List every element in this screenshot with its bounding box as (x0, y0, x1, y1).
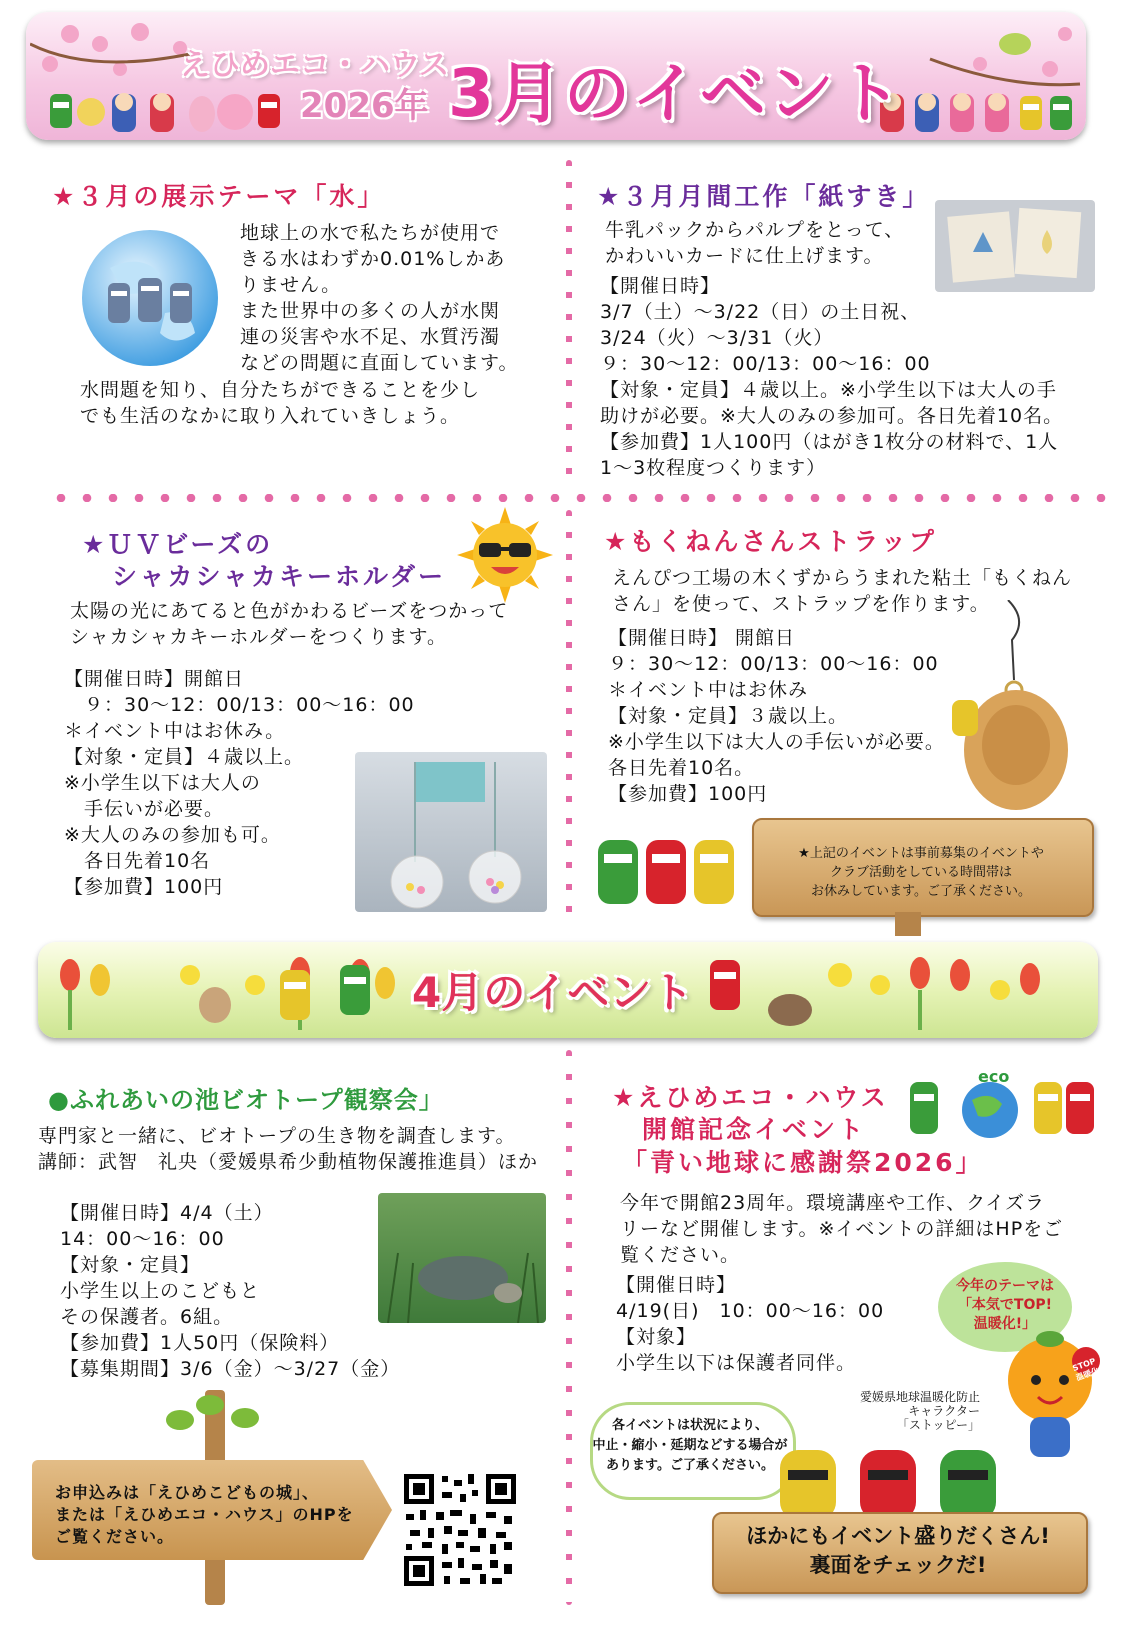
sun-icon (455, 505, 555, 605)
paper-line: かわいいカードに仕上げます。 (605, 245, 884, 267)
march-title: 3月のイベント (448, 55, 904, 132)
uv-line: 太陽の光にあてると色がかわるビーズをつかって (70, 600, 509, 622)
stoppy-caption-line: 「ストッピー」 (896, 1418, 981, 1432)
april-title: 4月のイベント (412, 968, 694, 1017)
earth-icon (80, 228, 220, 368)
notice-bubble-line: 中止・縮小・延期などする場合が (592, 1438, 788, 1453)
theme-line: 温暖化!」 (973, 1316, 1037, 1332)
uv-detail: 手伝いが必要。 (64, 798, 225, 820)
biotope-line: 講師：武智 礼央（愛媛県希少動植物保護推進員）ほか (38, 1151, 539, 1173)
divider-vertical-mid (566, 510, 572, 920)
stoppy-caption (860, 1390, 980, 1432)
apply-line: または「えひめエコ・ハウス」のHPを (55, 1505, 354, 1524)
biotope-line: 専門家と一緒に、ビオトープの生き物を調査します。 (38, 1125, 516, 1147)
vine-icon (160, 1390, 270, 1450)
mokunen-line: さん」を使って、ストラップを作ります。 (612, 593, 990, 615)
notice-line: ★上記のイベントは事前募集のイベントや (798, 846, 1044, 861)
mokunen-heading: ★もくねんさんストラップ (604, 527, 937, 556)
paper-details (600, 273, 1063, 481)
uv-intro (70, 598, 508, 650)
mokunen-line: えんぴつ工場の木くずからうまれた粘土「もくねん (612, 567, 1073, 589)
uv-detail: 【対象・定員】４歳以上。 (64, 746, 305, 768)
march-subtitle: えひめエコ・ハウス (180, 48, 450, 83)
uv-detail: ９：30～12：00/13：00～16：00 (64, 694, 415, 716)
water-line: りません。 (240, 274, 342, 296)
water-text-full (80, 377, 480, 429)
biotope-intro (38, 1123, 538, 1175)
paper-detail: 【対象・定員】４歳以上。※小学生以下は大人の手 (600, 379, 1057, 401)
mokunen-detail: ＊イベント中はお休み (608, 679, 809, 701)
apply-line: ご覧ください。 (55, 1527, 175, 1546)
anniv-line: 今年で開館23周年。環境講座や工作、クイズラ (620, 1192, 1046, 1214)
paper-line: 牛乳パックからパルプをとって、 (605, 219, 905, 241)
paper-detail: 【開催日時】 (600, 275, 721, 297)
anniv-heading-1: ★えひめエコ・ハウス (612, 1083, 889, 1112)
anniv-heading-2: 開館記念イベント (642, 1115, 867, 1144)
paper-heading: ★３月月間工作「紙すき」 (597, 182, 931, 211)
biotope-photo (378, 1193, 546, 1323)
notice-line: クラブ活動をしている時間帯は (829, 865, 1012, 880)
mokunen-detail: 【対象・定員】３歳以上。 (608, 705, 849, 727)
stoppy-caption-line: 愛媛県地球温暖化防止 (860, 1390, 981, 1404)
water-line: きる水はわずか0.01%しかあ (240, 248, 506, 270)
anniv-detail: 4/19(日) 10：00～16：00 (616, 1300, 885, 1322)
eco-label: eco (978, 1067, 1010, 1086)
biotope-detail: 【開催日時】4/4（土） (60, 1202, 274, 1224)
anniv-heading-3: 「青い地球に感謝祭2026」 (622, 1148, 984, 1177)
board-sign-text (712, 1522, 1084, 1580)
sign-post (895, 912, 921, 936)
biotope-details (60, 1200, 400, 1382)
mokunen-details (608, 625, 945, 807)
water-heading: ★３月の展示テーマ「水」 (52, 182, 386, 211)
notice-sign-text (752, 844, 1090, 901)
apply-sign-text (55, 1482, 354, 1548)
theme-line: 今年のテーマは (956, 1278, 1054, 1294)
anniv-details (616, 1272, 884, 1376)
water-line: 地球上の水で私たちが使用で (240, 222, 501, 244)
paper-detail: 3/7（土）～3/22（日）の土日祝、 (600, 301, 921, 323)
biotope-detail: 小学生以上のこどもと (60, 1280, 261, 1302)
anniv-detail: 【対象】 (616, 1326, 697, 1348)
uv-detail: ※大人のみの参加も可。 (64, 824, 281, 846)
notice-bubble-line: あります。ご了承ください。 (606, 1458, 774, 1473)
water-line: 水問題を知り、自分たちができることを少し (80, 379, 481, 401)
paper-detail: 3/24（火）～3/31（火） (600, 327, 834, 349)
biotope-heading: ●ふれあいの池ビオトープ観察会」 (48, 1086, 444, 1114)
paper-detail: 【参加費】1人100円（はがき1枚分の材料で、1人 (600, 431, 1059, 453)
strap-photo (948, 600, 1078, 810)
anniv-detail: 小学生以下は保護者同伴。 (616, 1352, 857, 1374)
mokunen-detail: 【参加費】100円 (608, 783, 768, 805)
paper-intro (605, 217, 904, 269)
paper-detail: ９：30～12：00/13：00～16：00 (600, 353, 931, 375)
biotope-detail: 【募集期間】3/6（金）～3/27（金） (60, 1358, 401, 1380)
qr-code[interactable] (400, 1470, 520, 1590)
uv-heading-1: ★ＵＶビーズの (82, 530, 274, 559)
water-line: でも生活のなかに取り入れていきしょう。 (80, 405, 461, 427)
eco-characters (908, 1060, 1098, 1148)
march-year: 2026年 (300, 86, 429, 126)
anniv-line: 覧ください。 (620, 1244, 741, 1266)
water-line: などの問題に直面しています。 (240, 352, 519, 374)
uv-detail: ＊イベント中はお休み。 (64, 720, 286, 742)
anniv-intro (620, 1190, 1063, 1268)
biotope-detail: 14：00～16：00 (60, 1228, 225, 1250)
theme-line: 「本気でTOP! (957, 1297, 1053, 1313)
notice-bubble-line: 各イベントは状況により、 (611, 1418, 768, 1433)
divider-vertical-bottom (566, 1050, 572, 1605)
water-line: 連の災害や水不足、水質汚濁 (240, 326, 501, 348)
divider-horizontal (48, 494, 1108, 502)
biotope-detail: 【参加費】1人50円（保険料） (60, 1332, 340, 1354)
mokunen-detail: 【開催日時】 開館日 (608, 627, 796, 649)
paper-detail: 1～3枚程度つくります） (600, 457, 827, 479)
uv-photo (355, 752, 547, 912)
anniv-line: リーなど開催します。※イベントの詳細はHPをご (620, 1218, 1064, 1240)
biotope-detail: 【対象・定員】 (60, 1254, 201, 1276)
biotope-detail: その保護者。6組。 (60, 1306, 234, 1328)
uv-detail: 各日先着10名 (64, 850, 211, 872)
notice-line: お休みしています。ご了承ください。 (811, 884, 1031, 899)
board-line: ほかにもイベント盛りだくさん! (746, 1524, 1050, 1548)
uv-detail: ※小学生以下は大人の (64, 772, 261, 794)
paper-detail: 助けが必要。※大人のみの参加可。各日先着10名。 (600, 405, 1064, 427)
characters-group (590, 830, 740, 920)
uv-detail: 【参加費】100円 (64, 876, 224, 898)
stoppy-caption-line: キャラクター (908, 1404, 981, 1418)
uv-detail: 【開催日時】開館日 (64, 668, 245, 690)
uv-line: シャカシャカキーホルダーをつくります。 (70, 626, 447, 648)
water-text-right (240, 220, 518, 376)
anniv-detail: 【開催日時】 (616, 1274, 737, 1296)
water-line: また世界中の多くの人が水関 (240, 300, 501, 322)
mokunen-detail: ※小学生以下は大人の手伝いが必要。 (608, 731, 945, 753)
apply-line: お申込みは「えひめこどもの城」、 (55, 1483, 320, 1502)
mokunen-detail: 各日先着10名。 (608, 757, 755, 779)
divider-vertical-top (566, 160, 572, 480)
stop-badge: STOP温暖化 (1071, 1356, 1101, 1383)
uv-heading-2: シャカシャカキーホルダー (112, 562, 447, 591)
board-line: 裏面をチェックだ! (809, 1553, 987, 1577)
mokunen-detail: ９：30～12：00/13：00～16：00 (608, 653, 939, 675)
board-characters (760, 1440, 1020, 1520)
